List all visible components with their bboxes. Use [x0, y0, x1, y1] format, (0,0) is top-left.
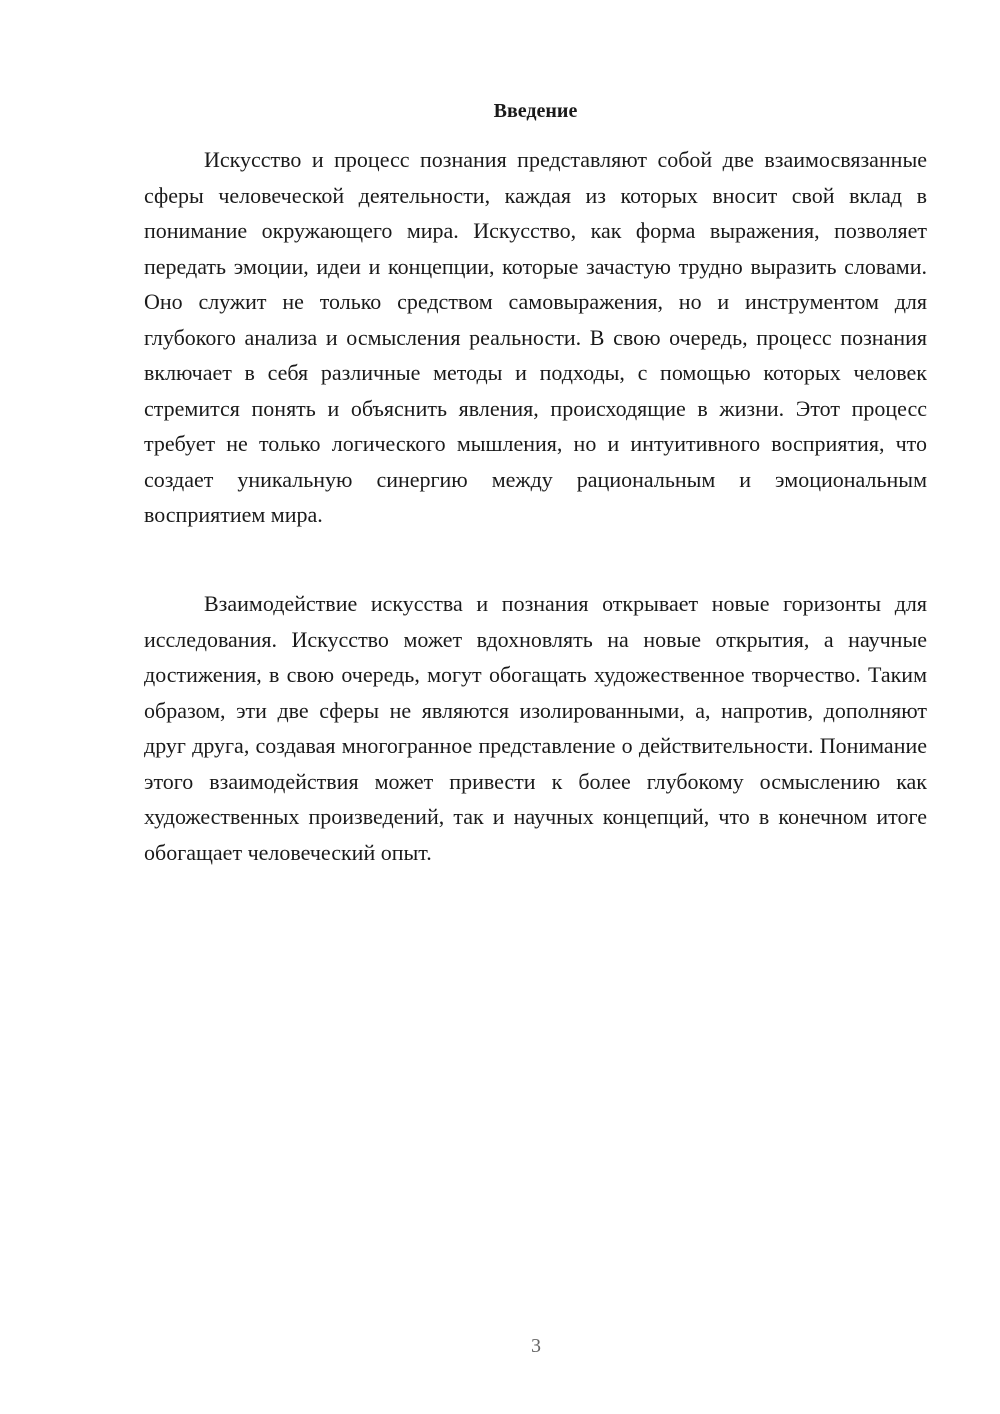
page-number: 3 — [531, 1335, 541, 1357]
section-heading: Введение — [493, 100, 578, 122]
paragraph-1: Искусство и процесс познания представляют собой две взаимосвязанные сферы человеческой деятельности, каждая из которых вносит свой вклад в понимание окружающего мира. Искусство, как форма выражения, позволяет передать эмоции, идеи и концепции, которые зачастую трудно выразить словами. Оно служит не только средством самовыражения, но и инструментом для глубокого анализа и осмысления реальности. В свою очередь, процесс познания включает в себя различные методы и подходы, с помощью которых человек стремится понять и объяснить явления, происходящие в жизни. Этот процесс требует не только логического мышления, но и интуитивного восприятия, что создает уникальную синергию между рациональным и эмоциональным восприятием мира. — [144, 147, 927, 527]
paragraph-2: Взаимодействие искусства и познания открывает новые горизонты для исследования. Искусство может вдохновлять на новые открытия, а научные достижения, в свою очередь, могут обогащать художественное творчество. Таким образом, эти две сферы не являются изолированными, а, напротив, дополняют друг друга, создавая многогранное представление о действительности. Понимание этого взаимодействия может привести к более глубокому осмыслению как художественных произведений, так и научных концепций, что в конечном итоге обогащает человеческий опыт. — [144, 591, 927, 865]
